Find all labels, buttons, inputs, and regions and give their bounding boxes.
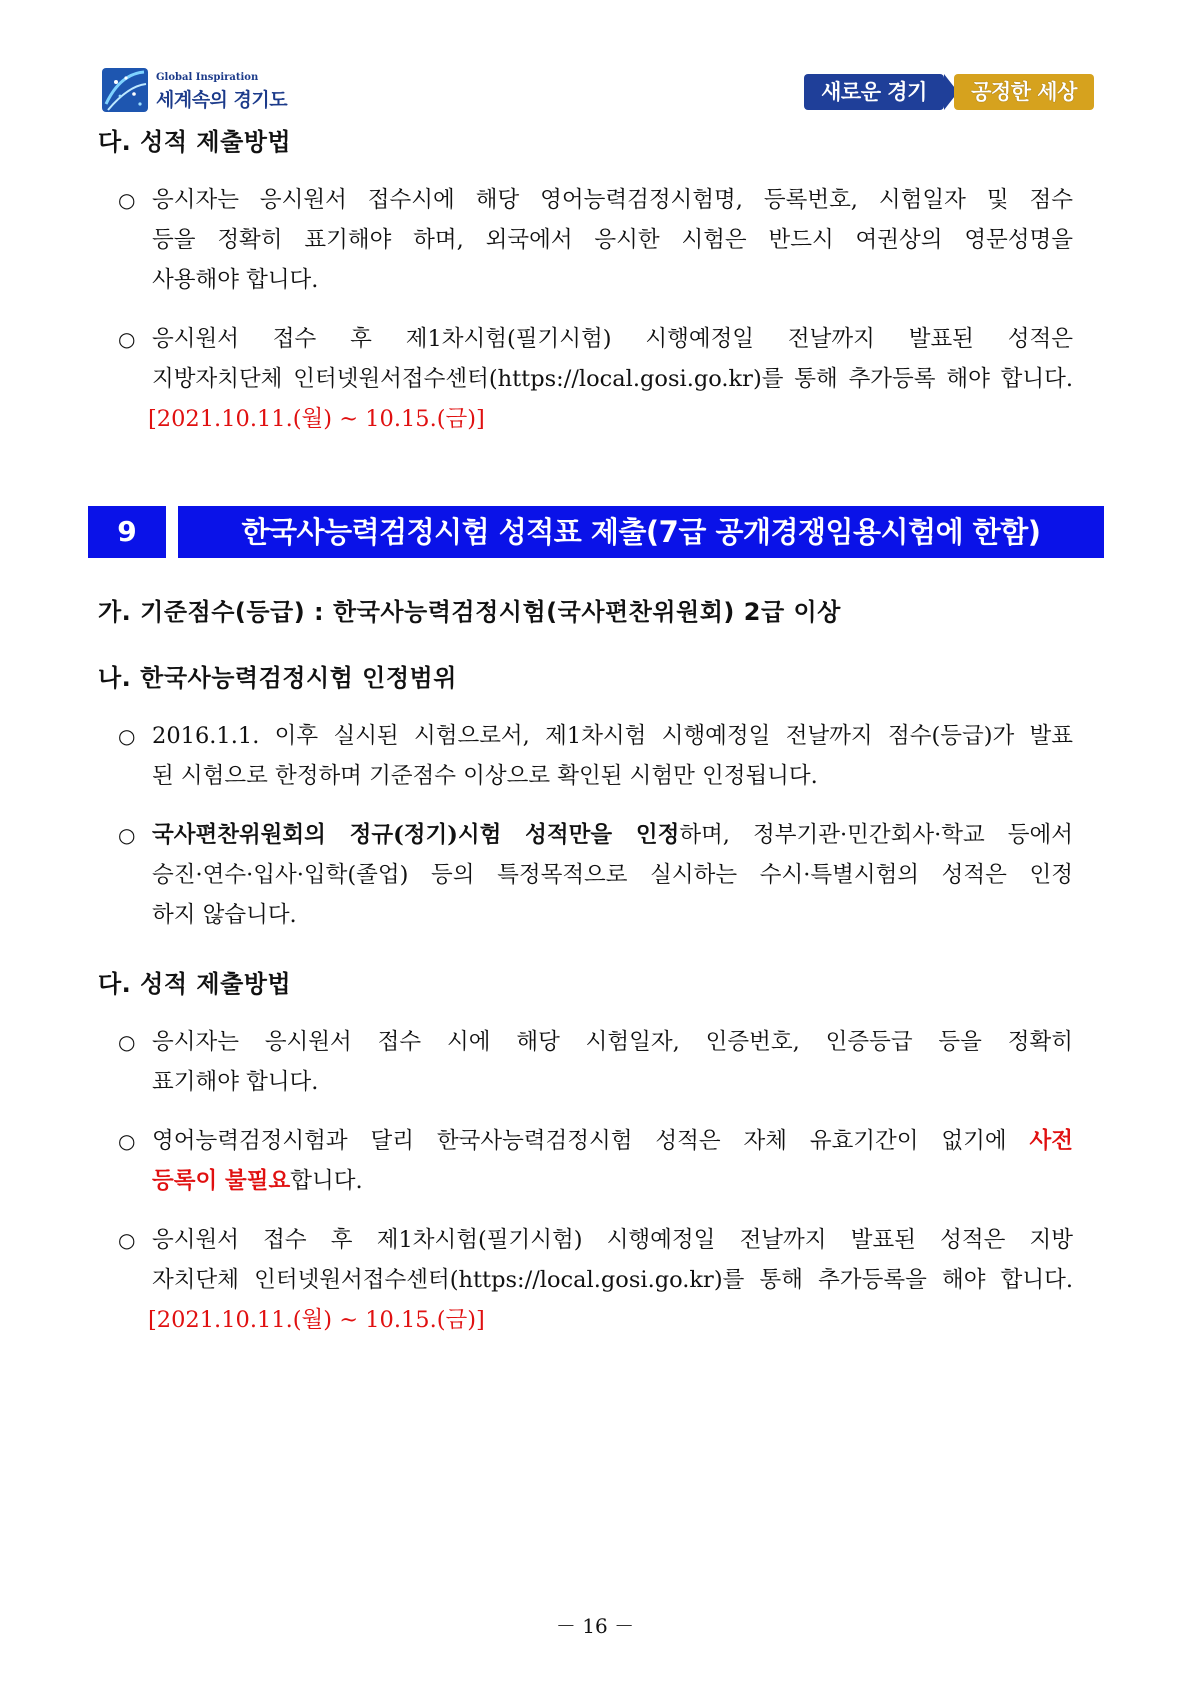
paragraph-line (152, 815, 1073, 855)
list-item (118, 815, 1073, 935)
paragraph-line: 응시자는 응시원서 접수 시에 해당 시험일자, 인증번호, 인증등급 등을 정확히 (152, 1029, 1073, 1055)
page-number: － 16 － (555, 1614, 635, 1638)
section-heading: 다. 성적 제출방법 (98, 970, 292, 998)
paragraph-line (152, 1161, 1073, 1201)
logo-korean-text: 세계속의 경기도 (156, 89, 288, 111)
list-item (118, 716, 1073, 796)
paragraph-line: 자치단체 인터넷원서접수센터(https://local.gosi.go.kr)를 통해 추가등록을 해야 합니다. (152, 1267, 1073, 1293)
paragraph-line: 응시원서 접수 후 제1차시험(필기시험) 시행예정일 전날까지 발표된 성적은 (152, 326, 1073, 352)
emphasis-text: 국사편찬위원회의 정규(정기)시험 성적만을 인정 (152, 822, 680, 848)
list-item (118, 319, 1073, 439)
slogan-right: 공정한 세상 (954, 74, 1094, 110)
paragraph-line: 응시자는 응시원서 접수시에 해당 영어능력검정시험명, 등록번호, 시험일자 및 점수 (152, 187, 1073, 213)
emphasis-red-text: 등록이 불필요 (152, 1168, 291, 1194)
paragraph-line: 하지 않습니다. (152, 902, 297, 928)
scope-heading: 나. 한국사능력검정시험 인정범위 (98, 664, 457, 692)
criteria-heading: 가. 기준점수(등급) : 한국사능력검정시험(국사편찬위원회) 2급 이상 (98, 598, 841, 626)
paragraph-line: 표기해야 합니다. (152, 1069, 319, 1095)
date-range: [2021.10.11.(월) ~ 10.15.(금)] (148, 406, 485, 432)
slogan-banner (804, 74, 1094, 110)
list-item (118, 180, 1073, 300)
section-heading: 다. 성적 제출방법 (98, 128, 292, 156)
bullet-circle-icon: ○ (118, 327, 136, 351)
list-item (118, 1022, 1073, 1102)
bullet-circle-icon: ○ (118, 188, 136, 212)
bullet-circle-icon: ○ (118, 1030, 136, 1054)
paragraph-line: 사용해야 합니다. (152, 267, 319, 293)
globe-icon (100, 64, 152, 116)
section-title: 한국사능력검정시험 성적표 제출(7급 공개경쟁임용시험에 한함) (178, 506, 1104, 558)
list-item (118, 1121, 1073, 1201)
bullet-circle-icon: ○ (118, 1129, 136, 1153)
slogan-left: 새로운 경기 (804, 74, 944, 110)
text-span: 영어능력검정시험과 달리 한국사능력검정시험 성적은 자체 유효기간이 없기에 (152, 1128, 1007, 1154)
paragraph-line: 응시원서 접수 후 제1차시험(필기시험) 시행예정일 전날까지 발표된 성적은 지방 (152, 1227, 1073, 1253)
text-span: 합니다. (290, 1168, 363, 1194)
paragraph-line: 된 시험으로 한정하며 기준점수 이상으로 확인된 시험만 인정됩니다. (152, 763, 818, 789)
bullet-circle-icon: ○ (118, 823, 136, 847)
logo-english-text: Global Inspiration (156, 72, 259, 83)
gyeonggi-logo (100, 64, 290, 120)
emphasis-red-text: 사전 (1029, 1128, 1074, 1154)
bullet-circle-icon: ○ (118, 724, 136, 748)
paragraph-line: 2016.1.1. 이후 실시된 시험으로서, 제1차시험 시행예정일 전날까지 점수(등급)가 발표 (152, 723, 1073, 749)
paragraph-line: 지방자치단체 인터넷원서접수센터(https://local.gosi.go.kr)를 통해 추가등록 해야 합니다. (152, 366, 1073, 392)
list-item (118, 1220, 1073, 1340)
paragraph-line: 승진·연수·입사·입학(졸업) 등의 특정목적으로 실시하는 수시·특별시험의 성적은 인정 (152, 862, 1073, 888)
date-range: [2021.10.11.(월) ~ 10.15.(금)] (148, 1307, 485, 1333)
paragraph-line: 등을 정확히 표기해야 하며, 외국에서 응시한 시험은 반드시 여권상의 영문성명을 (152, 227, 1073, 253)
text-span: 하며, 정부기관·민간회사·학교 등에서 (679, 822, 1073, 848)
bullet-circle-icon: ○ (118, 1228, 136, 1252)
section-number: 9 (88, 506, 166, 558)
paragraph-line (152, 1121, 1073, 1161)
